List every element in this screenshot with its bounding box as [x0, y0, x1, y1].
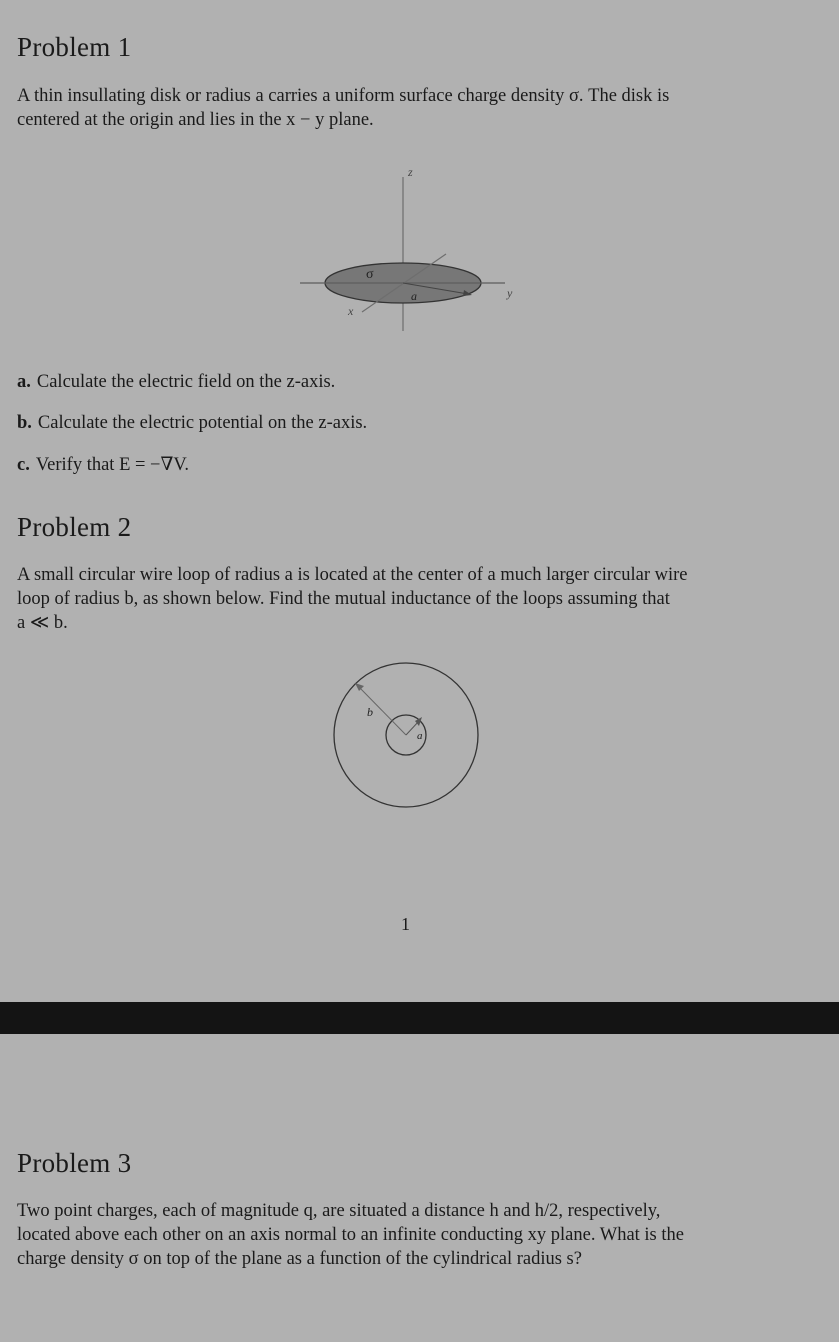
- outer-radius-label: b: [367, 705, 373, 719]
- problem-1-title: Problem 1: [17, 32, 132, 62]
- z-axis-label: z: [408, 165, 413, 179]
- part-c-label: c.: [17, 455, 30, 475]
- problem-2-statement-line-1: A small circular wire loop of radius a is located at the center of a much larger circular wire: [17, 565, 688, 585]
- y-axis-label: y: [507, 286, 513, 300]
- part-b-text: Calculate the electric potential on the z-axis.: [37, 413, 368, 433]
- outer-radius-arrowhead: [355, 683, 364, 691]
- problem-1-part-b: [17, 413, 367, 434]
- page-2: [0, 1034, 839, 1342]
- problem-3-statement-line-3: charge density σ on top of the plane as a function of the cylindrical radius s?: [17, 1249, 582, 1269]
- problem-3-statement-line-2: located above each other on an axis normal to an infinite conducting xy plane. What is the: [17, 1225, 684, 1245]
- problem-1-statement-line-2: centered at the origin and lies in the x − y plane.: [17, 110, 374, 130]
- problem-3-statement: [17, 1199, 797, 1271]
- problem-2-statement-line-3: a ≪ b.: [17, 613, 68, 633]
- part-a-text: Calculate the electric field on the z-axis.: [36, 372, 336, 392]
- inner-radius-label: a: [417, 730, 423, 742]
- problem-2-title: Problem 2: [17, 512, 132, 542]
- page-number: 1: [401, 914, 410, 934]
- problem-1-statement: [17, 84, 797, 132]
- problem-2-statement-line-2: loop of radius b, as shown below. Find the mutual inductance of the loops assuming that: [17, 589, 670, 609]
- part-c-text: Verify that E = −∇V.: [35, 455, 190, 475]
- part-a-label: a.: [17, 372, 31, 392]
- problem-2-statement: [17, 563, 797, 635]
- problem-1-statement-line-1: A thin insullating disk or radius a carries a uniform surface charge density σ. The disk is: [17, 86, 670, 106]
- problem-3-statement-line-1: Two point charges, each of magnitude q, are situated a distance h and h/2, respectively,: [17, 1201, 661, 1221]
- x-axis-label: x: [348, 304, 354, 318]
- sigma-label: σ: [366, 267, 374, 282]
- problem-3-title: Problem 3: [17, 1148, 132, 1178]
- problem-1-part-c: [17, 454, 189, 476]
- concentric-loops-figure: [326, 654, 486, 814]
- radius-label: a: [411, 289, 417, 303]
- page-divider: [0, 1002, 839, 1034]
- part-b-label: b.: [17, 413, 32, 433]
- charged-disk-figure: [290, 155, 530, 340]
- problem-1-part-a: [17, 372, 335, 393]
